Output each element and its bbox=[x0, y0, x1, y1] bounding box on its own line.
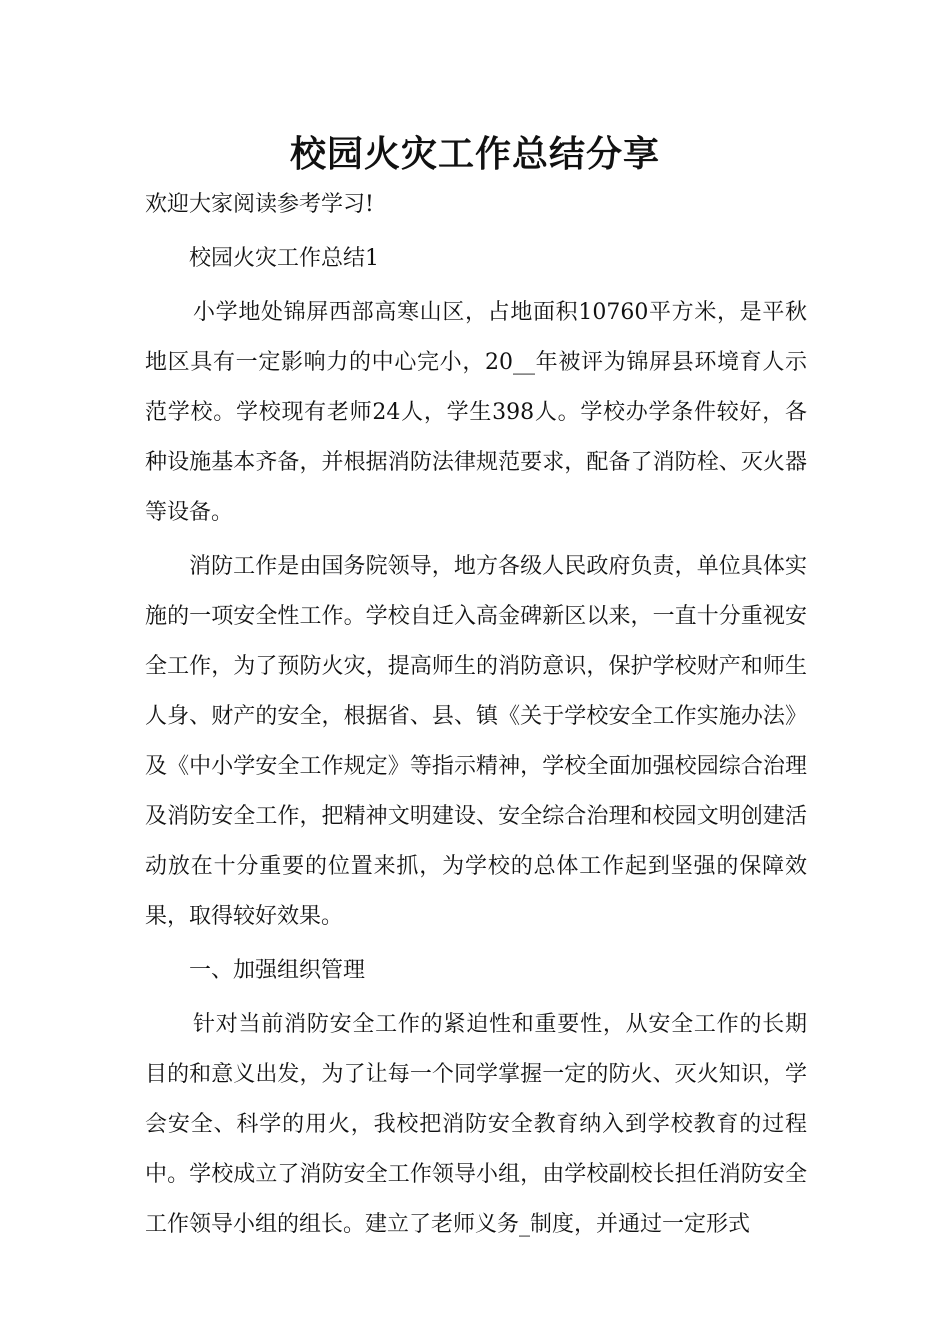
body-paragraph: 消防工作是由国务院领导，地方各级人民政府负责，单位具体实施的一项安全性工作。学校自迁入高金碑新区以来，一直十分重视安全工作，为了预防火灾，提高师生的消防意识，保护学校财产和师生人身、财产的安全，根据省、县、镇《关于学校安全工作实施办法》及《中小学安全工作规定》等指示精神，学校全面加强校园综合治理及消防安全工作，把精神文明建设、安全综合治理和校园文明创建活动放在十分重要的位置来抓，为学校的总体工作起到坚强的保障效果，取得较好效果。 bbox=[145, 554, 807, 929]
document-title: 校园火灾工作总结分享 bbox=[289, 133, 660, 175]
document-body bbox=[145, 180, 807, 1254]
section-heading: 一、加强组织管理 bbox=[189, 958, 366, 983]
body-paragraph: 小学地处锦屏西部高寒山区，占地面积10760平方米，是平秋地区具有一定影响力的中心完小，20__年被评为锦屏县环境育人示范学校。学校现有老师24人，学生398人。学校办学条件较好，各种设施基本齐备，并根据消防法律规范要求，配备了消防栓、灭火器等设备。 bbox=[145, 300, 807, 525]
body-paragraph: 针对当前消防安全工作的紧迫性和重要性，从安全工作的长期目的和意义出发，为了让每一个同学掌握一定的防火、灭火知识，学会安全、科学的用火，我校把消防安全教育纳入到学校教育的过程中。学校成立了消防安全工作领导小组，由学校副校长担任消防安全工作领导小组的组长。建立了老师义务_制度，并通过一定形式 bbox=[145, 1012, 807, 1237]
section-heading: 校园火灾工作总结1 bbox=[189, 246, 379, 271]
greeting-paragraph: 欢迎大家阅读参考学习! bbox=[145, 192, 374, 217]
